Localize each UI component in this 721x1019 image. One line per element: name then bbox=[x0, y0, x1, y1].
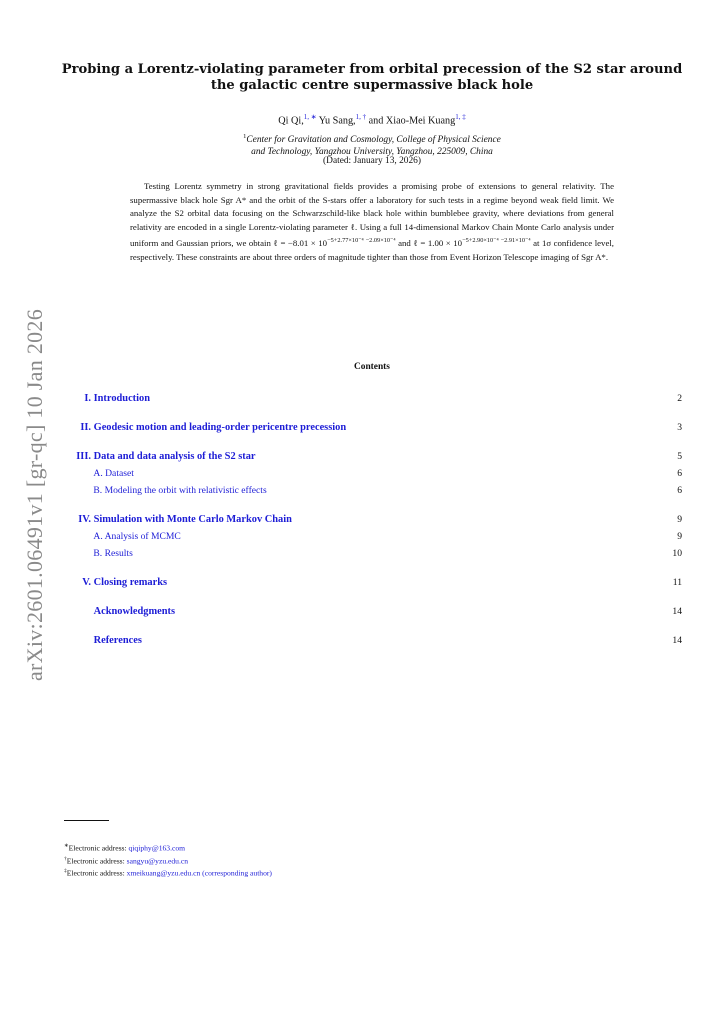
abstract-text-1: Testing Lorentz symmetry in strong gravitational fields provides a promising probe of extensions to general relativity. The supermassive black hole Sgr A* and the orbit of the S-stars offer a laboratory for such tests in a regime beyond weak field limit. We analyze the S2 orbital data focusing on the Schwarzschild-like black hole within bumblebee gravity, where deviations from general relativity are encoded in a single Lorentz-violating parameter ℓ. Using a full 14-dimensional Markov Chain Monte Carlo analysis under uniform and Gaussian priors, we obtain ℓ = −8.01 × 10 bbox=[130, 181, 614, 249]
toc-number: IV. bbox=[78, 514, 91, 525]
toc-page: 9 bbox=[677, 514, 682, 525]
toc-label: Geodesic motion and leading-order pericentre precession bbox=[93, 422, 347, 433]
error-bounds: +2.90×10⁻⁴ −2.91×10⁻⁴ bbox=[468, 237, 531, 245]
footnotes bbox=[64, 841, 272, 879]
affiliation bbox=[60, 131, 684, 158]
toc-page: 14 bbox=[672, 606, 682, 617]
table-of-contents bbox=[64, 393, 682, 652]
title-line-2: the galactic centre supermassive black hole bbox=[210, 78, 534, 93]
toc-page: 14 bbox=[672, 635, 682, 646]
toc-entry-acknowledgments[interactable] bbox=[64, 606, 682, 623]
abstract-text-3: at 1σ confidence level, respectively. These constraints are about three orders of magnitude tighter than those from Event Horizon Telescope imaging of Sgr A*. bbox=[130, 238, 615, 262]
date-line: (Dated: January 13, 2026) bbox=[323, 156, 421, 166]
abstract-text-2: and ℓ = 1.00 × 10 bbox=[395, 238, 463, 249]
toc-page: 5 bbox=[677, 451, 682, 462]
toc-entry-geodesic[interactable] bbox=[64, 422, 682, 439]
arxiv-identifier bbox=[18, 300, 52, 690]
author-footnote-link[interactable]: 1, ‡ bbox=[455, 113, 466, 121]
footnote-mark: ‡ bbox=[64, 868, 67, 875]
toc-number: III. bbox=[76, 451, 91, 462]
author-list bbox=[60, 113, 684, 126]
toc-entry-closing[interactable] bbox=[64, 577, 682, 594]
toc-number: II. bbox=[80, 422, 91, 433]
toc-entry-results[interactable] bbox=[64, 548, 682, 565]
affiliation-mark: 1 bbox=[243, 133, 247, 140]
toc-label: A. Dataset bbox=[93, 468, 134, 479]
toc-entry-introduction[interactable] bbox=[64, 393, 682, 410]
toc-entry-mcmc[interactable] bbox=[64, 531, 682, 548]
email-link[interactable]: qiqiphy@163.com bbox=[128, 843, 186, 853]
toc-entry-dataset[interactable] bbox=[64, 468, 682, 485]
affiliation-line-1: Center for Gravitation and Cosmology, College of Physical Science bbox=[246, 135, 501, 146]
footnote-prefix: Electronic address: bbox=[66, 868, 127, 878]
toc-number: I. bbox=[84, 393, 91, 404]
toc-page: 2 bbox=[677, 393, 682, 404]
toc-label: References bbox=[93, 635, 142, 646]
toc-entry-simulation[interactable] bbox=[64, 514, 682, 531]
affiliation-line-2: and Technology, Yangzhou University, Yangzhou, 225009, China bbox=[251, 147, 493, 158]
toc-label: B. Modeling the orbit with relativistic effects bbox=[93, 485, 267, 496]
footnote-divider bbox=[64, 820, 109, 821]
exponent: −5 bbox=[327, 237, 334, 245]
arxiv-identifier-text: arXiv:2601.06491v1 [gr-qc] 10 Jan 2026 bbox=[22, 308, 47, 682]
exponent: −5 bbox=[462, 237, 469, 245]
email-link[interactable]: xmeikuang@yzu.edu.cn (corresponding author) bbox=[126, 868, 272, 878]
toc-entry-references[interactable] bbox=[64, 635, 682, 652]
toc-label: Acknowledgments bbox=[93, 606, 176, 617]
paper-title bbox=[60, 62, 684, 94]
footnote-prefix: Electronic address: bbox=[66, 856, 127, 866]
title-line-1: Probing a Lorentz-violating parameter from orbital precession of the S2 star around bbox=[61, 62, 683, 77]
toc-page: 11 bbox=[672, 577, 682, 588]
toc-label: Closing remarks bbox=[93, 577, 168, 588]
footnote-prefix: Electronic address: bbox=[68, 843, 129, 853]
author-footnote-link[interactable]: 1, ∗ bbox=[303, 113, 317, 121]
footnote-mark: † bbox=[64, 855, 67, 862]
email-link[interactable]: sangyu@yzu.edu.cn bbox=[126, 856, 189, 866]
author-name: Qi Qi, bbox=[278, 115, 304, 127]
toc-page: 10 bbox=[672, 548, 682, 559]
toc-page: 6 bbox=[677, 485, 682, 496]
footnote-mark: ∗ bbox=[64, 843, 69, 849]
toc-label: Introduction bbox=[93, 393, 151, 404]
error-bounds: +2.77×10⁻⁴ −2.09×10⁻⁴ bbox=[333, 237, 396, 245]
author-name: and Xiao-Mei Kuang bbox=[368, 115, 456, 127]
toc-label: Simulation with Monte Carlo Markov Chain bbox=[93, 514, 292, 525]
footnote bbox=[64, 841, 272, 854]
author-footnote-link[interactable]: 1, † bbox=[355, 113, 367, 121]
author-name: Yu Sang, bbox=[318, 115, 356, 127]
toc-page: 6 bbox=[677, 468, 682, 479]
toc-entry-data[interactable] bbox=[64, 451, 682, 468]
toc-entry-modeling[interactable] bbox=[64, 485, 682, 502]
contents-heading: Contents bbox=[354, 362, 390, 372]
toc-label: A. Analysis of MCMC bbox=[93, 531, 181, 542]
toc-label: Data and data analysis of the S2 star bbox=[93, 451, 256, 462]
toc-page: 9 bbox=[677, 531, 682, 542]
abstract bbox=[130, 180, 614, 264]
footnote bbox=[64, 854, 272, 867]
toc-number: V. bbox=[82, 577, 91, 588]
footnote bbox=[64, 866, 272, 879]
toc-page: 3 bbox=[677, 422, 682, 433]
toc-label: B. Results bbox=[93, 548, 133, 559]
